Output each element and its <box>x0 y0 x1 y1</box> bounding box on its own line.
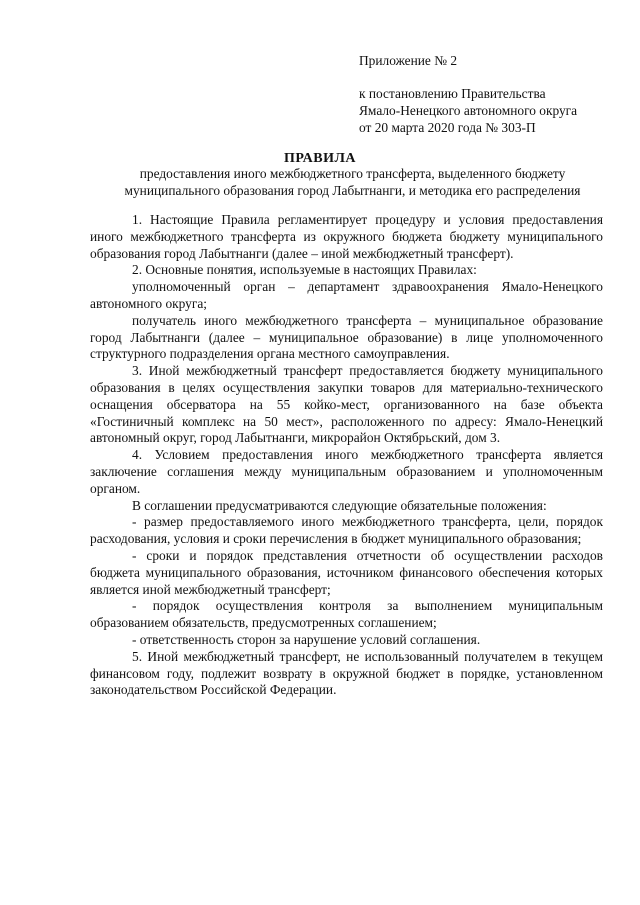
document-title: ПРАВИЛА <box>283 151 357 166</box>
subtitle-line-1: предоставления иного межбюджетного трансферта, выделенного бюджету <box>139 166 566 181</box>
paragraph-4: получатель иного межбюджетного трансферта – муниципальное образование город Лабытнанги (далее – муниципальное образование) в лице уполномоченного структурного подразделения органа местного самоуправления. <box>90 312 603 362</box>
paragraph-10: - порядок осуществления контроля за выполнением муниципальным образованием обязательств, предусмотренных соглашением; <box>90 598 603 631</box>
paragraph-1: 1. Настоящие Правила регламентирует процедуру и условия предоставления иного межбюджетного трансферта из окружного бюджета бюджету муниципального образования город Лабытнанги (далее – иной межбюджетный трансферт). <box>90 212 603 261</box>
paragraph-2: 2. Основные понятия, используемые в настоящих Правилах: <box>132 262 477 278</box>
appendix-line-3: от 20 марта 2020 года № 303-П <box>359 120 536 135</box>
appendix-block <box>359 52 619 136</box>
appendix-number: Приложение № 2 <box>359 53 458 68</box>
document-subtitle <box>90 165 615 199</box>
paragraph-6: 4. Условием предоставления иного межбюджетного трансферта является заключение соглашения между муниципальным образованием и уполномоченным органом. <box>90 447 603 496</box>
appendix-line-1: к постановлению Правительства <box>359 86 546 101</box>
paragraph-8: - размер предоставляемого иного межбюджетного трансферта, цели, порядок расходования, условия и сроки перечисления в бюджет муниципального образования; <box>90 514 603 547</box>
document-body <box>90 212 603 699</box>
paragraph-9: - сроки и порядок представления отчетности об осуществлении расходов бюджета муниципального образования, источником финансового обеспечения которых является иной межбюджетный трансферт; <box>90 547 603 597</box>
paragraph-7: В соглашении предусматриваются следующие обязательные положения: <box>132 497 547 513</box>
paragraph-12: 5. Иной межбюджетный трансферт, не использованный получателем в текущем финансовом году, подлежит возврату в окружной бюджет в порядке, установленном законодательством Российской Федерации. <box>90 648 603 698</box>
appendix-spacer <box>359 69 619 85</box>
paragraph-11: - ответственность сторон за нарушение условий соглашения. <box>132 631 481 647</box>
paragraph-3: уполномоченный орган – департамент здравоохранения Ямало-Ненецкого автономного округа; <box>90 279 603 311</box>
subtitle-line-2: муниципального образования город Лабытнанги, и методика его распределения <box>124 183 581 198</box>
appendix-line-2: Ямало-Ненецкого автономного округа <box>359 103 578 118</box>
paragraph-5: 3. Иной межбюджетный трансферт предоставляется бюджету муниципального образования в целях осуществления закупки товаров для материально-технического оснащения обсерватора на 55 койко-мест, организованного на базе объекта «Гостиничный комплекс на 50 мест», расположенного по адресу: Ямало-Ненецкий автономный округ, город Лабытнанги, микрорайон Октябрьский, дом 3. <box>90 363 603 446</box>
